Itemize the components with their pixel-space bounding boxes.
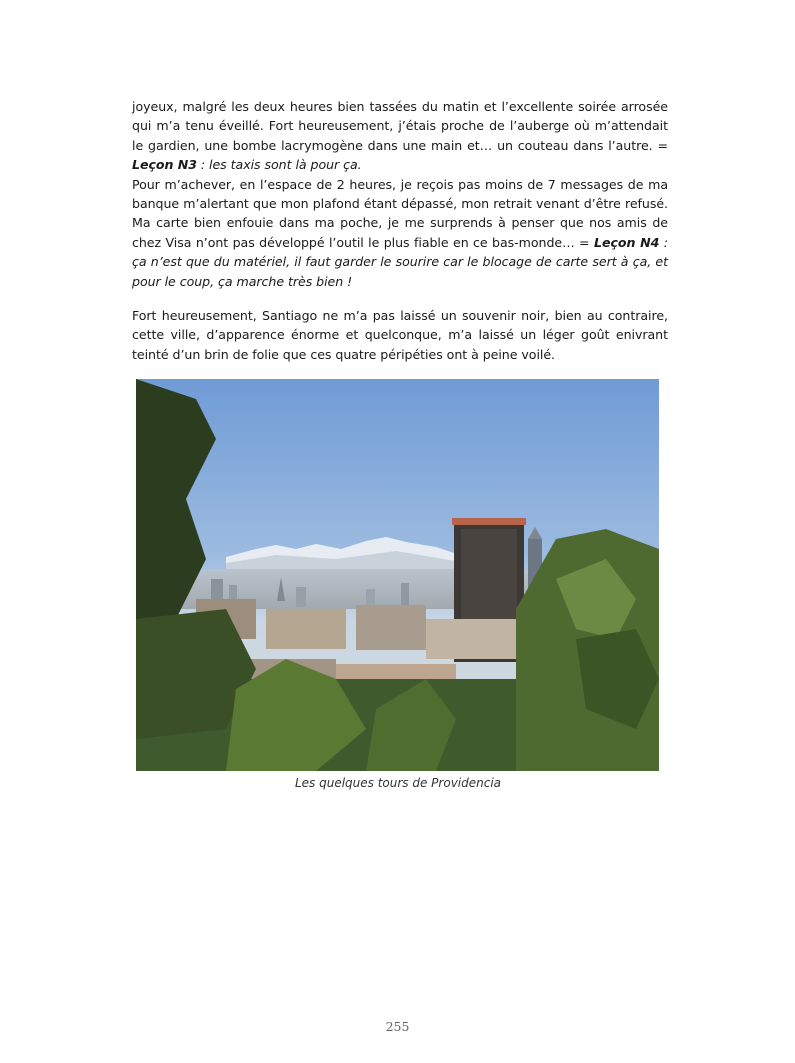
body-text-top [132, 97, 668, 291]
paragraph-1 [132, 97, 668, 175]
paragraph-2 [132, 175, 668, 291]
lesson-4-label: Leçon N4 [593, 234, 660, 250]
body-text-bottom [132, 306, 668, 364]
page-number: 255 [385, 1019, 410, 1034]
lesson-3-label: Leçon N3 [132, 157, 197, 173]
santiago-skyline-photo [136, 379, 659, 771]
figure-caption: Les quelques tours de Providencia [294, 776, 502, 790]
lesson-3-text: : les taxis sont là pour ça. [196, 157, 362, 173]
paragraph-2-text: Pour m’achever, en l’espace de 2 heures, je reçois pas moins de 7 messages de ma banque m’alertant que mon plafond étant dépassé, mon retrait venant d’être refusé. Ma carte bien enfouie dans ma poche, je me surprends à penser que nos amis de chez Visa n’ont pas développé l’outil le plus fiable en ce bas-monde… = [132, 176, 668, 250]
paragraph-3: Fort heureusement, Santiago ne m’a pas laissé un souvenir noir, bien au contraire, cette ville, d’apparence énorme et quelconque, m’a laissé un léger goût enivrant teinté d’un brin de folie que ces quatre péripéties ont à peine voilé. [132, 308, 668, 362]
paragraph-1-text: joyeux, malgré les deux heures bien tassées du matin et l’excellente soirée arrosée qui m’a tenu éveillé. Fort heureusement, j’étais proche de l’auberge où m’attendait le gardien, une bombe lacrymogène dans une main et… un couteau dans l’autre. = [132, 99, 668, 153]
lesson-4-text: : ça n’est que du matériel, il faut garder le sourire car le blocage de carte sert à ça, et pour le coup, ça marche très bien ! [132, 234, 669, 289]
